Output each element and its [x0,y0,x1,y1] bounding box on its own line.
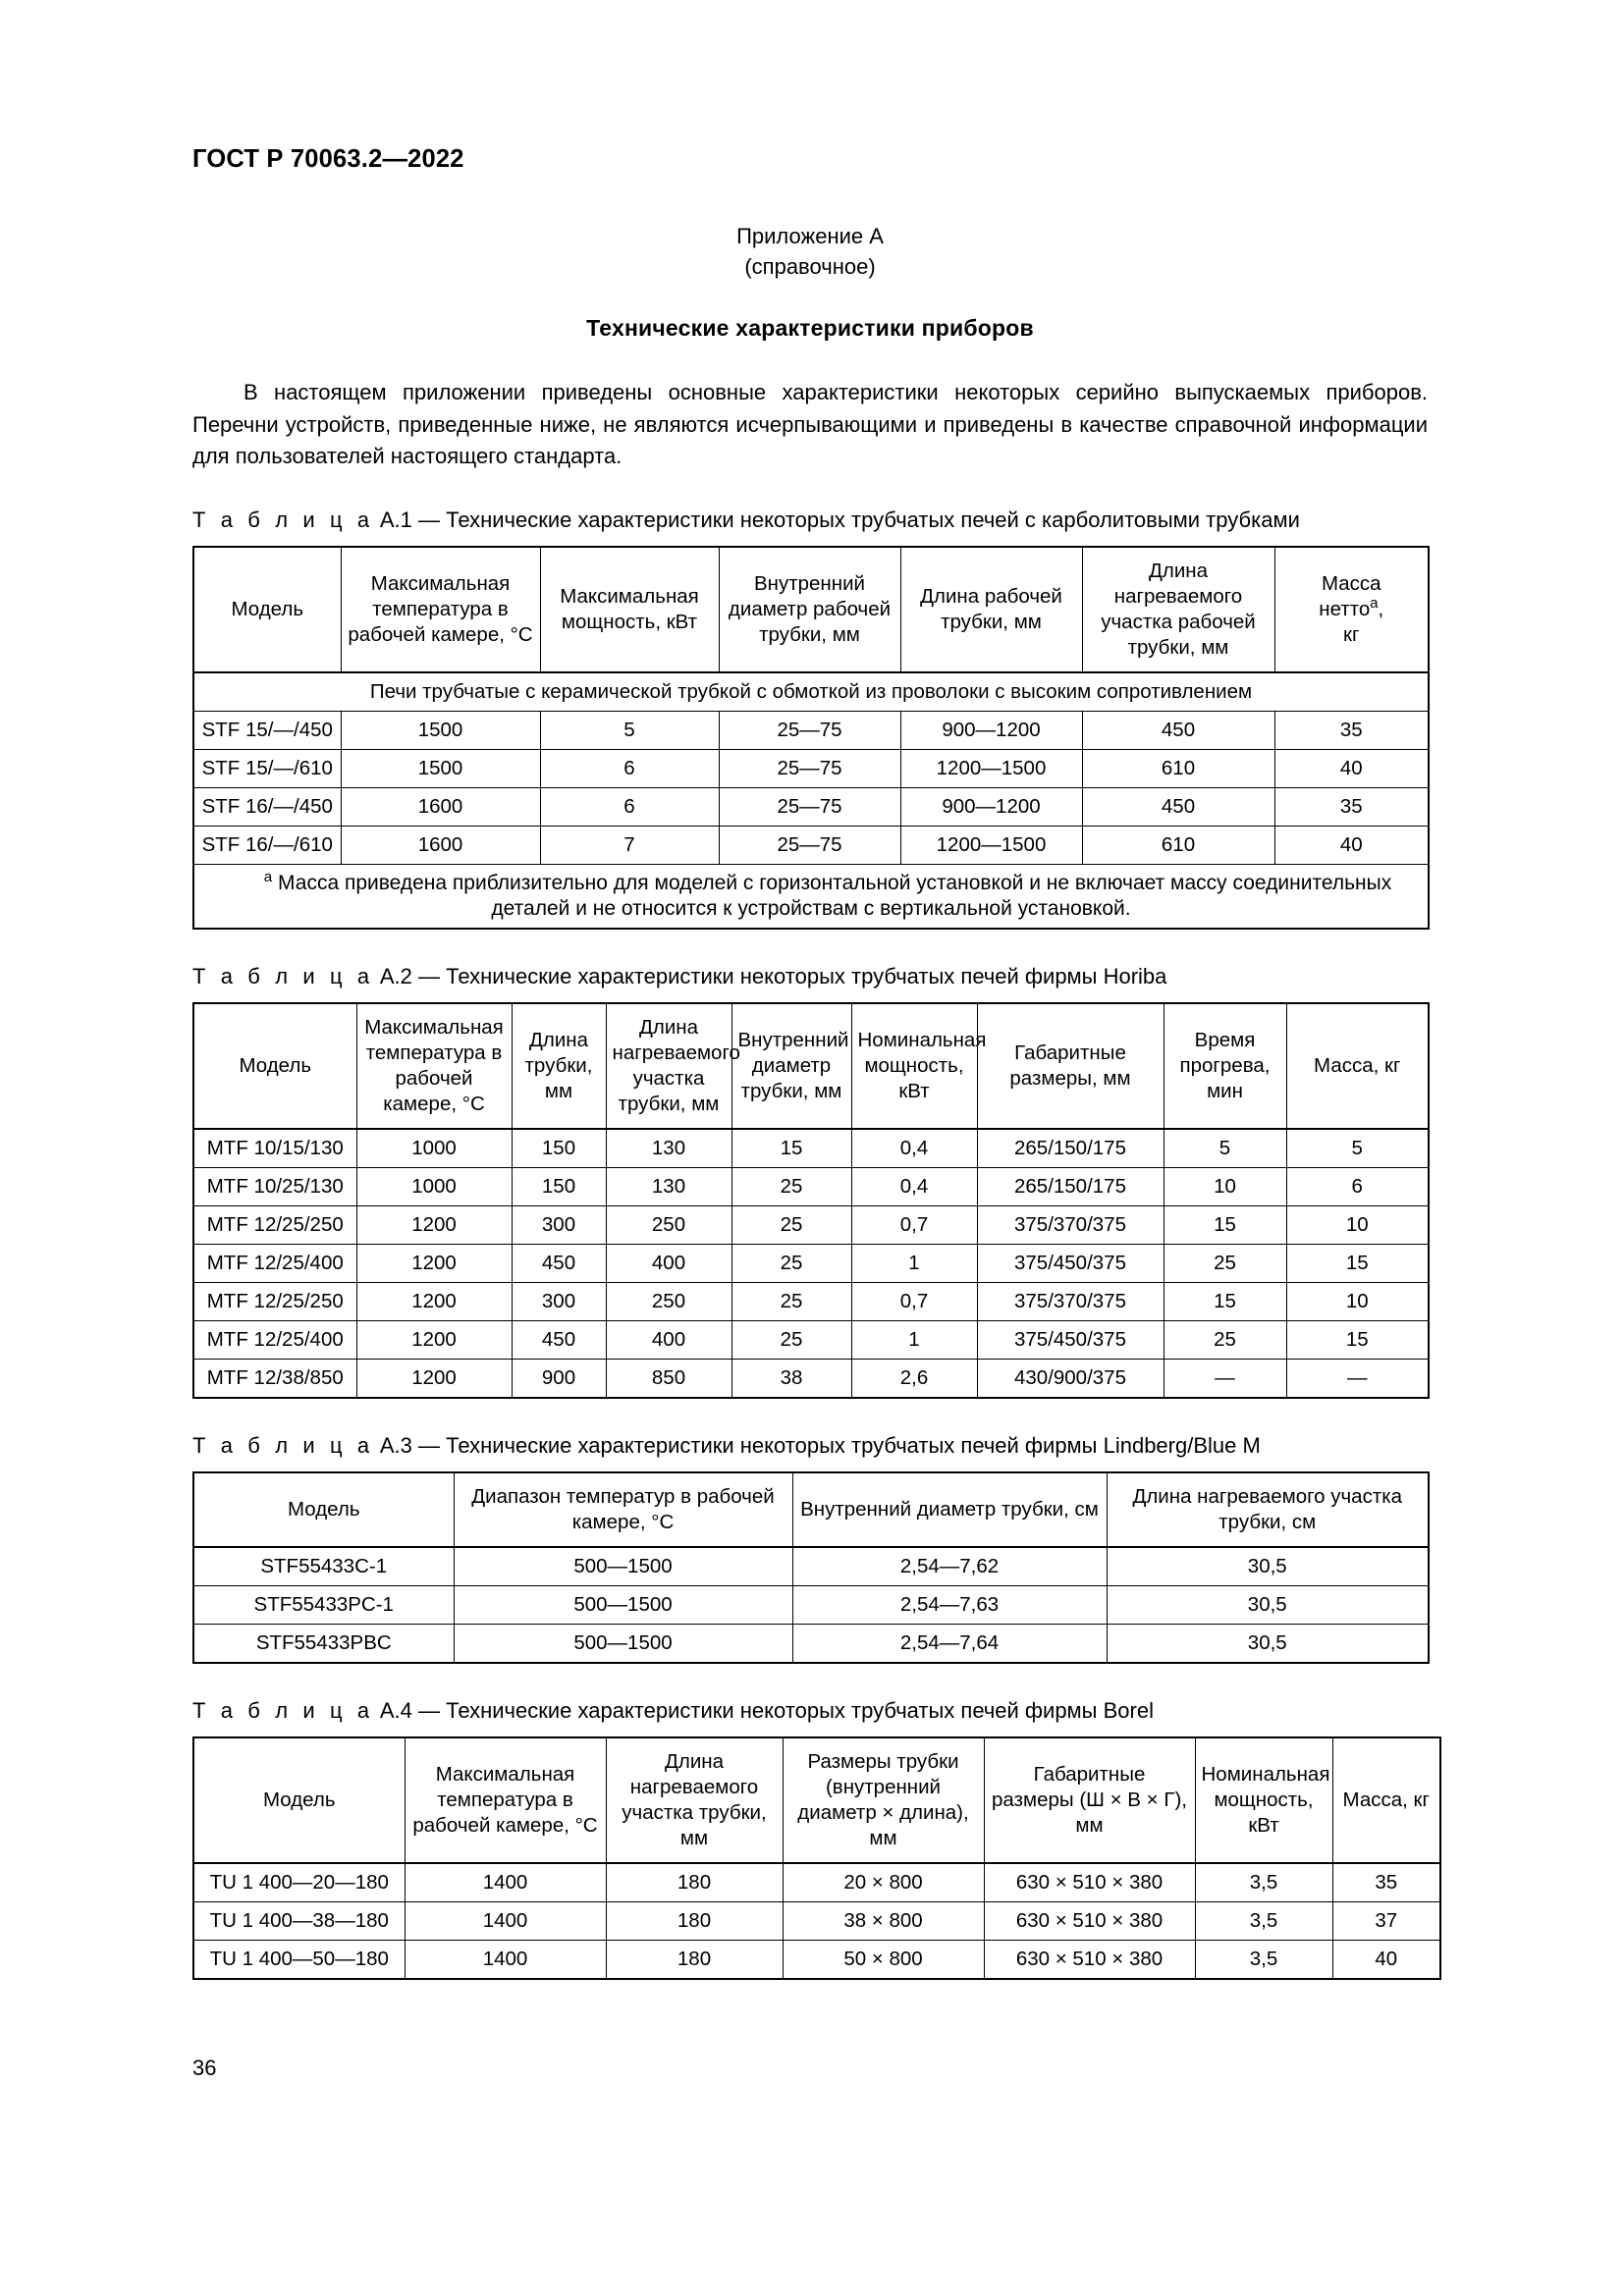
table-a4-r0-c3: 20 × 800 [783,1863,984,1902]
table-a3-th-0: Модель [193,1472,454,1547]
table-a2-th-8: Масса, кг [1286,1003,1429,1129]
table-a2-r4-c2: 300 [512,1282,606,1320]
table-a3 [192,1471,1430,1664]
table-a2-th-2: Длина трубки, мм [512,1003,606,1129]
table-a4-r1-c5: 3,5 [1195,1901,1332,1940]
table-a2-r1-c4: 25 [731,1167,851,1205]
table-a3-r0-c2: 2,54—7,62 [792,1547,1107,1586]
table-a2-th-4: Внутренний диаметр трубки, мм [731,1003,851,1129]
table-a3-r1-c2: 2,54—7,63 [792,1585,1107,1624]
table-a3-caption [192,1433,1428,1459]
annex-kind: (справочное) [744,254,876,279]
table-a2-caption-text: — Технические характеристики некоторых трубчатых печей фирмы Horiba [418,963,1167,988]
table-a1-r3-c1: 1600 [341,826,540,864]
table-a1-th-5: Длина нагреваемого участка рабочей трубки, мм [1082,547,1274,672]
table-a2-r2-c6: 375/370/375 [977,1205,1164,1244]
table-a1-r1-c5: 610 [1082,749,1274,787]
table-a1-caption [192,507,1428,533]
table-a1-r2-c1: 1600 [341,787,540,826]
table-a3-caption-text: — Технические характеристики некоторых трубчатых печей фирмы Lindberg/Blue M [418,1432,1261,1458]
table-a2-r2-c3: 250 [606,1205,731,1244]
table-row [193,749,1429,787]
page-content [192,221,1428,1980]
table-a2-r0-c0: MTF 10/15/130 [193,1129,356,1168]
table-a3-r0-c0: STF55433C-1 [193,1547,454,1586]
table-a3-r2-c2: 2,54—7,64 [792,1624,1107,1663]
table-a2-r6-c3: 850 [606,1359,731,1398]
table-a2-r0-c4: 15 [731,1129,851,1168]
table-a2-caption-word: Т а б л и ц а [192,963,374,988]
table-a2-r5-c4: 25 [731,1320,851,1359]
table-a2-r5-c2: 450 [512,1320,606,1359]
table-row [193,1940,1440,1979]
table-a2-th-0: Модель [193,1003,356,1129]
table-a3-r1-c1: 500—1500 [454,1585,792,1624]
table-a4-r2-c6: 40 [1332,1940,1440,1979]
table-row [193,826,1429,864]
table-a3-r0-c3: 30,5 [1107,1547,1429,1586]
table-a1-note-row [193,864,1429,929]
table-a2-r4-c3: 250 [606,1282,731,1320]
table-row [193,1205,1429,1244]
table-a4-th-1: Максимальная температура в рабочей камере, °С [405,1737,606,1863]
table-a2-r4-c5: 0,7 [851,1282,977,1320]
table-a2 [192,1002,1430,1399]
table-a2-r4-c1: 1200 [356,1282,512,1320]
table-a4-th-5: Номинальная мощность, кВт [1195,1737,1332,1863]
table-a3-th-2: Внутренний диаметр трубки, см [792,1472,1107,1547]
table-a2-r0-c8: 5 [1286,1129,1429,1168]
table-a2-r0-c6: 265/150/175 [977,1129,1164,1168]
table-a4-r1-c6: 37 [1332,1901,1440,1940]
table-a1-group-label: Печи трубчатые с керамической трубкой с обмоткой из проволоки с высоким сопротивлением [193,672,1429,712]
table-a3-body [193,1547,1429,1663]
table-a2-r5-c0: MTF 12/25/400 [193,1320,356,1359]
table-a4-th-0: Модель [193,1737,405,1863]
table-a1-r1-c4: 1200—1500 [900,749,1082,787]
table-a1-th-6: Масса нетто$^a$, кг [1274,547,1429,672]
table-a4-r1-c0: TU 1 400—38—180 [193,1901,405,1940]
annex-title: Технические характеристики приборов [586,315,1034,341]
table-a2-r0-c7: 5 [1164,1129,1286,1168]
table-a1-caption-word: Т а б л и ц а [192,507,374,532]
table-a4-r0-c6: 35 [1332,1863,1440,1902]
table-a1-th-2: Максимальная мощность, кВт [540,547,719,672]
table-row [193,1585,1429,1624]
table-a4-r2-c2: 180 [606,1940,783,1979]
table-a2-r5-c3: 400 [606,1320,731,1359]
table-a1-r0-c4: 900—1200 [900,711,1082,749]
table-a1-r2-c3: 25—75 [719,787,900,826]
table-a2-r1-c7: 10 [1164,1167,1286,1205]
table-a1-r1-c3: 25—75 [719,749,900,787]
table-a1-r0-c2: 5 [540,711,719,749]
table-a2-r1-c0: MTF 10/25/130 [193,1167,356,1205]
table-a2-r0-c5: 0,4 [851,1129,977,1168]
table-a2-r2-c4: 25 [731,1205,851,1244]
table-a2-r5-c6: 375/450/375 [977,1320,1164,1359]
table-a2-r3-c7: 25 [1164,1244,1286,1282]
table-a2-r3-c8: 15 [1286,1244,1429,1282]
table-row [193,1547,1429,1586]
table-a2-r5-c5: 1 [851,1320,977,1359]
table-a1-r3-c6: 40 [1274,826,1429,864]
table-a3-r1-c3: 30,5 [1107,1585,1429,1624]
table-a1-r1-c1: 1500 [341,749,540,787]
table-row [193,787,1429,826]
table-a2-r3-c4: 25 [731,1244,851,1282]
table-a2-r4-c7: 15 [1164,1282,1286,1320]
table-a4-r1-c2: 180 [606,1901,783,1940]
table-a4-r0-c4: 630 × 510 × 380 [984,1863,1195,1902]
table-a3-th-3: Длина нагреваемого участка трубки, см [1107,1472,1429,1547]
table-a4-th-3: Размеры трубки (внутренний диаметр × длина), мм [783,1737,984,1863]
table-a1-th-4: Длина рабочей трубки, мм [900,547,1082,672]
table-a4-caption-number: А.4 [379,1697,412,1723]
table-a2-caption [192,964,1428,989]
table-a1-r0-c6: 35 [1274,711,1429,749]
table-a2-r2-c1: 1200 [356,1205,512,1244]
table-a4-r0-c5: 3,5 [1195,1863,1332,1902]
document-header: ГОСТ Р 70063.2—2022 [192,145,464,173]
annex-label: Приложение А [736,224,884,248]
table-a2-r0-c2: 150 [512,1129,606,1168]
table-a1-caption-text: — Технические характеристики некоторых трубчатых печей с карболитовыми трубками [418,507,1300,532]
table-a1-th-0: Модель [193,547,341,672]
table-a2-th-1: Максимальная температура в рабочей камере, °С [356,1003,512,1129]
table-a4-r0-c1: 1400 [405,1863,606,1902]
table-a2-r1-c5: 0,4 [851,1167,977,1205]
table-a2-r5-c7: 25 [1164,1320,1286,1359]
table-a4-r1-c3: 38 × 800 [783,1901,984,1940]
table-a1-footnote-marker: a [263,868,273,885]
table-a4-r1-c1: 1400 [405,1901,606,1940]
table-a2-r3-c5: 1 [851,1244,977,1282]
table-a1-footnote [193,864,1429,929]
table-a3-caption-number: А.3 [379,1432,412,1458]
table-row [193,1244,1429,1282]
table-a2-r2-c0: MTF 12/25/250 [193,1205,356,1244]
table-a2-th-3: Длина нагреваемого участка трубки, мм [606,1003,731,1129]
table-row [193,1167,1429,1205]
table-a3-r2-c3: 30,5 [1107,1624,1429,1663]
table-a4-r2-c0: TU 1 400—50—180 [193,1940,405,1979]
table-row [193,1863,1440,1902]
table-a2-r6-c6: 430/900/375 [977,1359,1164,1398]
table-a2-r1-c6: 265/150/175 [977,1167,1164,1205]
table-a1-th-3: Внутренний диаметр рабочей трубки, мм [719,547,900,672]
table-a3-caption-word: Т а б л и ц а [192,1432,374,1458]
table-a3-th-1: Диапазон температур в рабочей камере, °С [454,1472,792,1547]
table-a2-r4-c4: 25 [731,1282,851,1320]
table-a1-r0-c5: 450 [1082,711,1274,749]
table-a3-r2-c1: 500—1500 [454,1624,792,1663]
table-a2-r0-c1: 1000 [356,1129,512,1168]
table-a1-r3-c0: STF 16/—/610 [193,826,341,864]
table-a2-r2-c2: 300 [512,1205,606,1244]
annex-intro-paragraph: В настоящем приложении приведены основные характеристики некоторых серийно выпускаемых приборов. Перечни устройств, приведенные ниже, не являются исчерпывающими и приведены в качестве справочной информации для пользователей настоящего стандарта. [192,380,1428,468]
table-a4-r2-c1: 1400 [405,1940,606,1979]
table-a2-r1-c2: 150 [512,1167,606,1205]
table-a3-r0-c1: 500—1500 [454,1547,792,1586]
table-row [193,1320,1429,1359]
table-row [193,711,1429,749]
table-a2-r4-c0: MTF 12/25/250 [193,1282,356,1320]
table-row [193,1359,1429,1398]
table-a2-r3-c6: 375/450/375 [977,1244,1164,1282]
table-a3-r2-c0: STF55433PBC [193,1624,454,1663]
table-a1-caption-number: А.1 [379,507,412,532]
table-a1-th-1: Максимальная температура в рабочей камере, °С [341,547,540,672]
table-a2-r5-c1: 1200 [356,1320,512,1359]
table-a2-caption-number: А.2 [379,963,412,988]
table-a1-footnote-text: Масса приведена приблизительно для моделей с горизонтальной установкой и не включает массу соединительных деталей и не относится к устройствам с вертикальной установкой. [278,871,1392,920]
table-a2-header-row [193,1003,1429,1129]
table-row [193,1282,1429,1320]
table-a1-r0-c0: STF 15/—/450 [193,711,341,749]
table-a1-r2-c5: 450 [1082,787,1274,826]
table-row [193,1901,1440,1940]
table-a2-r1-c8: 6 [1286,1167,1429,1205]
table-a1-group-row [193,672,1429,712]
table-a4-r2-c5: 3,5 [1195,1940,1332,1979]
table-a1-r2-c2: 6 [540,787,719,826]
table-a1-r3-c5: 610 [1082,826,1274,864]
table-a4-caption-text: — Технические характеристики некоторых трубчатых печей фирмы Borel [418,1697,1154,1723]
table-a1 [192,546,1430,930]
table-a3-r1-c0: STF55433PC-1 [193,1585,454,1624]
table-a1-r3-c2: 7 [540,826,719,864]
table-a2-r1-c3: 130 [606,1167,731,1205]
table-a2-th-6: Габаритные размеры, мм [977,1003,1164,1129]
table-a2-th-5: Номинальная мощность, кВт [851,1003,977,1129]
table-a2-r3-c0: MTF 12/25/400 [193,1244,356,1282]
table-a2-r3-c1: 1200 [356,1244,512,1282]
table-a2-r6-c2: 900 [512,1359,606,1398]
table-a2-th-7: Время прогрева, мин [1164,1003,1286,1129]
table-a1-r2-c0: STF 16/—/450 [193,787,341,826]
table-a1-r1-c2: 6 [540,749,719,787]
table-a4-caption-word: Т а б л и ц а [192,1697,374,1723]
table-a2-r6-c0: MTF 12/38/850 [193,1359,356,1398]
table-a2-r5-c8: 15 [1286,1320,1429,1359]
table-a2-r6-c4: 38 [731,1359,851,1398]
table-a4-r2-c3: 50 × 800 [783,1940,984,1979]
table-a2-r3-c2: 450 [512,1244,606,1282]
table-a2-r4-c6: 375/370/375 [977,1282,1164,1320]
table-a2-r6-c7: — [1164,1359,1286,1398]
table-a4-caption [192,1698,1428,1724]
table-a4 [192,1736,1441,1980]
table-a1-r3-c4: 1200—1500 [900,826,1082,864]
table-a2-body [193,1129,1429,1398]
table-a1-r0-c1: 1500 [341,711,540,749]
table-a2-r6-c1: 1200 [356,1359,512,1398]
table-a4-body [193,1863,1440,1979]
table-a3-header-row [193,1472,1429,1547]
table-a4-r2-c4: 630 × 510 × 380 [984,1940,1195,1979]
table-a1-header-row [193,547,1429,672]
table-a2-r2-c8: 10 [1286,1205,1429,1244]
page-number: 36 [192,2056,217,2080]
table-a1-r3-c3: 25—75 [719,826,900,864]
table-a1-r1-c0: STF 15/—/610 [193,749,341,787]
table-a2-r2-c5: 0,7 [851,1205,977,1244]
table-a4-r0-c0: TU 1 400—20—180 [193,1863,405,1902]
table-a4-th-4: Габаритные размеры (Ш × В × Г), мм [984,1737,1195,1863]
table-a2-r6-c5: 2,6 [851,1359,977,1398]
table-a4-th-6: Масса, кг [1332,1737,1440,1863]
table-a1-r0-c3: 25—75 [719,711,900,749]
table-a2-r2-c7: 15 [1164,1205,1286,1244]
table-a1-r2-c6: 35 [1274,787,1429,826]
table-row [193,1129,1429,1168]
table-a2-r6-c8: — [1286,1359,1429,1398]
table-a1-body [193,672,1429,929]
table-a1-r2-c4: 900—1200 [900,787,1082,826]
table-a4-r1-c4: 630 × 510 × 380 [984,1901,1195,1940]
table-a1-r1-c6: 40 [1274,749,1429,787]
table-row [193,1624,1429,1663]
table-a4-th-2: Длина нагреваемого участка трубки, мм [606,1737,783,1863]
table-a4-r0-c2: 180 [606,1863,783,1902]
table-a2-r0-c3: 130 [606,1129,731,1168]
table-a2-r1-c1: 1000 [356,1167,512,1205]
table-a4-header-row [193,1737,1440,1863]
table-a2-r3-c3: 400 [606,1244,731,1282]
table-a2-r4-c8: 10 [1286,1282,1429,1320]
